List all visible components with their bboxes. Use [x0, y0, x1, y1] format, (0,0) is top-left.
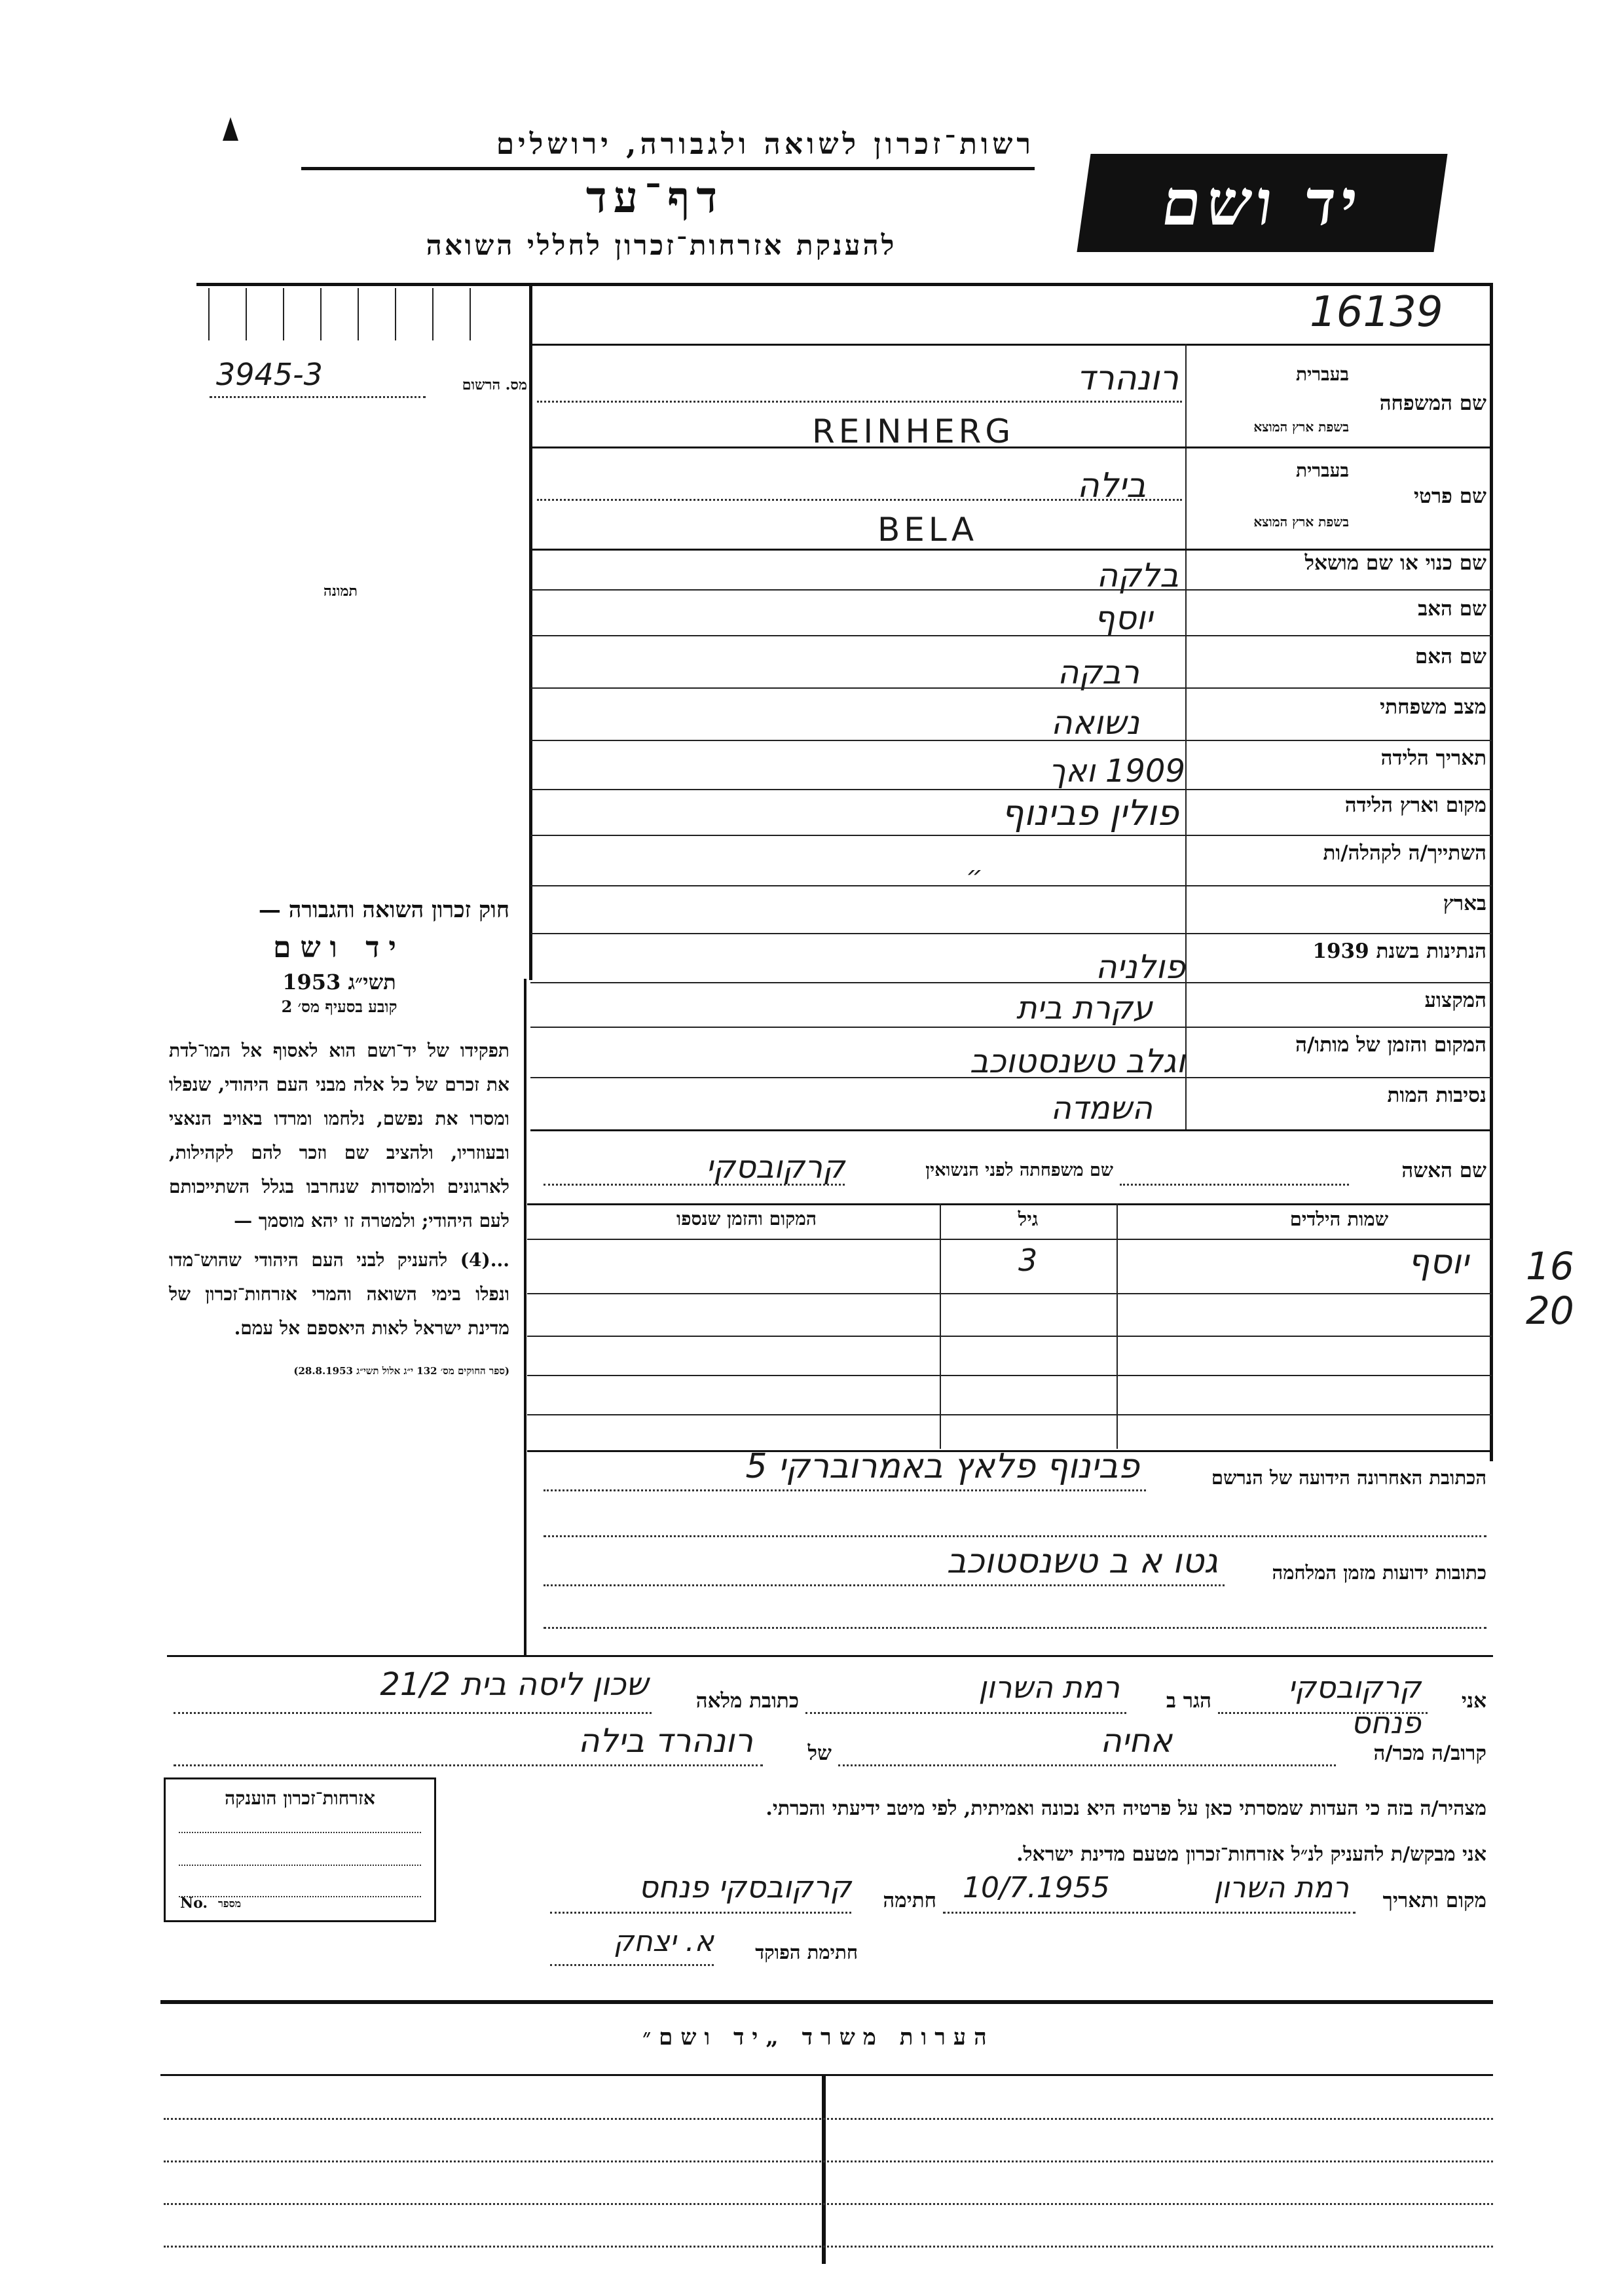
box-no-label: No. [180, 1895, 208, 1912]
last-address-label: הכתובת האחרונה הידועה של הנרשם [1211, 1467, 1486, 1489]
box-title: אזרחות־זכרון הוענקה [225, 1787, 375, 1809]
relative-value: אחיה [1100, 1722, 1172, 1760]
of-value: רונהרד בילה [578, 1722, 753, 1760]
law-footnote: (ספר החוקים מס׳ 132 י״ג אלול תשי״ג 28.8.1953) [293, 1365, 509, 1377]
citizenship-value: פולניה [1095, 948, 1185, 986]
war-address-label: כתובות ידועות מזמן המלחמה [1272, 1561, 1486, 1584]
wife-label: שם האשה [1401, 1159, 1486, 1182]
law-body-2: ...(4) להעניק לבני העם היהודי שהוש־מדו ונפלו בימי השואה והמרי אזרחות־זכרון של מדינת ישראל לאות היאספם אל עמם. [169, 1249, 509, 1339]
reg-no-label: מס. הרשום [462, 376, 527, 393]
yad-vashem-logo [1077, 154, 1447, 252]
statement-2: אני מבקש/ת להעניק לנ״ל אזרחות־זכרון מטעם מדינת ישראל. [1016, 1843, 1486, 1866]
form-subtitle: להענקת אזרחות־זכרון לחללי השואה [426, 229, 897, 261]
children-label: שמות הילדים [1289, 1208, 1389, 1230]
given-name-label: שם פרטי [1413, 484, 1486, 508]
age-label: גיל [1018, 1208, 1039, 1230]
profession-label: המקצוע [1424, 989, 1486, 1012]
children-death-label: המקום והזמן שנספו [676, 1208, 817, 1230]
address-label: כתובת מלאה [695, 1689, 799, 1713]
law-block [169, 897, 509, 1377]
statement-1: מצהיר/ה בזה כי העדות שמסרתי כאן על פרטיה היא נכונה ואמיתית, לפי מיטב ידיעתי והכרתי. [766, 1797, 1486, 1820]
war-address-value: גטו א ב טשנסטוכב [946, 1542, 1218, 1581]
of-label: של [807, 1741, 832, 1765]
community-label: השתייך/ה לקהלה/ות [1323, 841, 1486, 865]
address-value: שכון ליסה בית 21/2 [380, 1666, 648, 1703]
corner-mark-icon [219, 115, 242, 146]
law-year: תשי״ג 1953 [282, 970, 396, 994]
signature-label: חתימה [883, 1889, 936, 1912]
family-hebrew-label: בעברית [1295, 363, 1349, 385]
signature-value: קרקובסקי פנחס [638, 1869, 851, 1904]
resides-label: הגר ב [1166, 1689, 1211, 1713]
clerk-label: חתימת הפוקד [755, 1941, 858, 1963]
birthplace-value: פולין פבינוף [1001, 792, 1179, 833]
profession-value: עקרת בית [1016, 990, 1153, 1027]
death-place-label: המקום והזמן של מותו/ה [1295, 1033, 1486, 1057]
law-title: חוק זכרון השואה והגבורה — [258, 897, 509, 923]
given-hebrew-value: בילה [1077, 466, 1146, 505]
given-hebrew-label: בעברית [1295, 460, 1349, 481]
law-name: יד ושם [273, 931, 405, 964]
clerk-value: א. יצחק [613, 1925, 714, 1958]
citizenship-label: הנתינות בשנת 1939 [1312, 939, 1486, 963]
resides-value: רמת השרון [978, 1669, 1120, 1705]
logo-text: יד ושם [1157, 166, 1368, 240]
nickname-label: שם כנוי או שם מושאל [1304, 551, 1486, 575]
declarant-i-label: אני [1461, 1689, 1486, 1713]
marital-label: מצב משפחתי [1380, 695, 1486, 719]
last-address-value: פבינוף פלאץ באמרוברקי 5 [745, 1447, 1139, 1486]
law-clause: קובע בסעיף מס׳ 2 [281, 997, 397, 1016]
wife-maiden-label: שם משפחתה לפני הנשואין [925, 1160, 1113, 1180]
remarks-title: הערות משרד „יד ושם״ [642, 2024, 995, 2050]
child-age-value: 3 [1018, 1243, 1038, 1278]
given-local-label: בשפת ארץ המוצא [1253, 514, 1349, 530]
family-local-value: REINHERG [812, 412, 1015, 450]
mother-label: שם האם [1414, 645, 1486, 668]
photo-label: תמונה [323, 583, 358, 600]
relative-label: קרוב/ה מכר/ה [1373, 1741, 1486, 1765]
family-local-label: בשפת ארץ המוצא [1253, 419, 1349, 435]
place-value: רמת השרון [1213, 1871, 1349, 1904]
place-date-label: מקום ותאריך [1382, 1889, 1486, 1912]
date-value: 10/7.1955 [963, 1871, 1110, 1904]
org-name: רשות־זכרון לשואה ולגבורה, ירושלים [496, 128, 1035, 161]
family-hebrew-value: רונהרד [1076, 359, 1179, 398]
citizenship-granted-box [164, 1777, 436, 1922]
family-name-label: שם המשפחה [1379, 392, 1486, 415]
box-no-he: מספר [218, 1897, 242, 1910]
mother-value: רבקה [1057, 653, 1139, 691]
given-local-value: BELA [877, 511, 978, 549]
wife-maiden-value: קרקובסקי [706, 1149, 845, 1186]
death-circ-value: השמדה [1050, 1090, 1153, 1127]
death-circ-label: נסיבות המות [1387, 1084, 1486, 1107]
reg-no-value: 3945-3 [216, 357, 323, 392]
margin-note: 16 20 [1526, 1244, 1574, 1333]
form-title: דף־עד [585, 172, 724, 223]
father-label: שם האב [1418, 597, 1486, 621]
birthdate-label: תאריך הלידה [1380, 746, 1486, 770]
father-value: יוסף [1094, 599, 1153, 637]
death-place-value: וגלב טשנסטוכב [969, 1042, 1185, 1080]
birthdate-value: 1909 ואך [1048, 753, 1185, 790]
declarant-i-value: קרקובסקי פנחס [1287, 1669, 1421, 1740]
nickname-value: בלקה [1096, 556, 1179, 594]
child-name-value: יוסף [1408, 1243, 1469, 1282]
law-body: תפקידו של יד־ושם הוא לאסוף אל המו־לדת את זכרם של כל אלה מבני העם היהודי, שנפלו ומסרו את נפשם, נלחמו ומרדו באויב הנאצי ובעוזריו, ולהציב שם וזכר להם לקהילות, לארגונים ולמוסדות שנחרבו בגלל השתייכותם לעם היהודי; ולמטרה זו יהא מוסמך — [169, 1040, 509, 1231]
country-label: בארץ [1443, 892, 1486, 915]
marital-value: נשואה [1050, 704, 1139, 742]
birthplace-label: מקום וארץ הלידה [1344, 793, 1486, 817]
page-number: 16139 [1310, 288, 1443, 337]
community-value: ״ [966, 861, 983, 891]
